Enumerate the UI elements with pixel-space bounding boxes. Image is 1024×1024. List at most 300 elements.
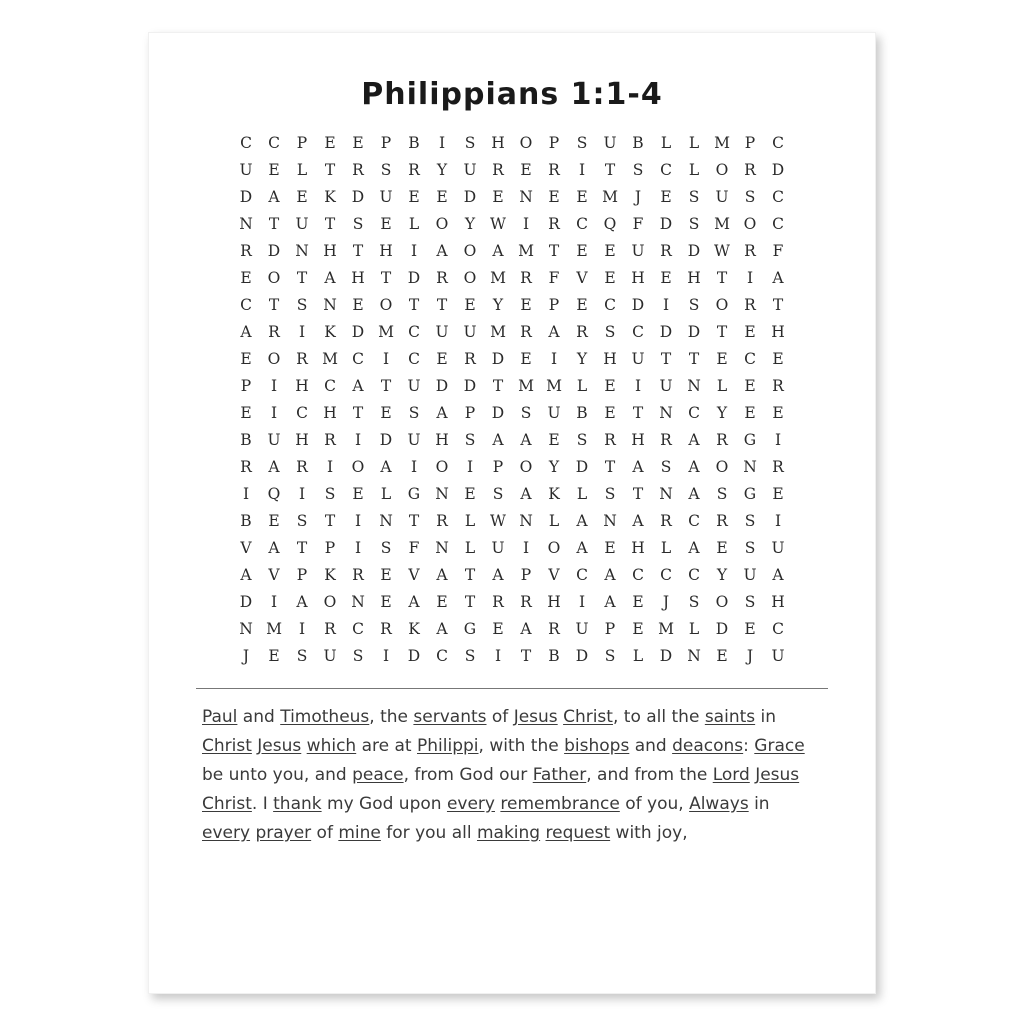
grid-cell: T — [324, 511, 336, 530]
grid-cell: C — [688, 511, 700, 530]
grid-cell: E — [352, 133, 364, 152]
grid-cell: R — [492, 160, 504, 179]
grid-cell: E — [380, 214, 392, 233]
grid-cell: E — [744, 376, 756, 395]
passage-keyword: Jesus — [755, 765, 800, 785]
grid-cell: A — [408, 592, 420, 611]
grid-cell: R — [772, 376, 784, 395]
grid-cell: K — [324, 187, 336, 206]
grid-cell: H — [631, 538, 645, 557]
passage-text: . I — [251, 794, 274, 814]
grid-row — [232, 508, 792, 535]
grid-cell: N — [659, 484, 673, 503]
grid-row — [232, 184, 792, 211]
grid-cell: H — [771, 322, 785, 341]
grid-cell: S — [688, 187, 700, 206]
grid-cell: I — [466, 457, 474, 476]
passage-keyword: Christ — [202, 794, 252, 814]
grid-cell: V — [240, 538, 252, 557]
grid-cell: L — [408, 214, 420, 233]
passage-keyword: Grace — [754, 736, 805, 756]
passage-keyword: saints — [704, 707, 756, 727]
grid-cell: U — [575, 619, 589, 638]
grid-cell: S — [688, 592, 700, 611]
grid-cell: I — [326, 457, 334, 476]
grid-cell: A — [436, 619, 448, 638]
grid-cell: L — [632, 646, 644, 665]
grid-cell: U — [295, 214, 309, 233]
grid-cell: D — [687, 241, 701, 260]
grid-cell: L — [548, 511, 560, 530]
grid-cell: I — [382, 349, 390, 368]
grid-cell: E — [268, 511, 280, 530]
grid-cell: C — [660, 160, 672, 179]
grid-cell: T — [548, 241, 560, 260]
grid-cell: K — [548, 484, 560, 503]
grid-cell: I — [494, 646, 502, 665]
passage-text: and — [629, 736, 673, 756]
grid-cell: U — [743, 565, 757, 584]
grid-cell: A — [436, 241, 448, 260]
grid-cell: H — [351, 268, 365, 287]
grid-cell: E — [240, 349, 252, 368]
grid-cell: N — [603, 511, 617, 530]
grid-cell: R — [352, 160, 364, 179]
grid-cell: D — [407, 646, 421, 665]
grid-cell: A — [380, 457, 392, 476]
grid-cell: H — [323, 241, 337, 260]
grid-cell: N — [323, 295, 337, 314]
grid-cell: U — [239, 160, 253, 179]
grid-cell: C — [240, 295, 252, 314]
passage-keyword: Christ — [563, 707, 613, 727]
grid-cell: P — [548, 133, 560, 152]
grid-cell: R — [464, 349, 476, 368]
grid-cell: E — [548, 187, 560, 206]
passage-keyword: deacons — [672, 736, 744, 756]
grid-row — [232, 238, 792, 265]
grid-cell: S — [464, 430, 476, 449]
grid-cell: B — [632, 133, 644, 152]
grid-cell: Y — [548, 457, 560, 476]
grid-cell: S — [716, 484, 728, 503]
grid-cell: A — [492, 430, 504, 449]
grid-cell: P — [380, 133, 392, 152]
grid-cell: L — [660, 133, 672, 152]
grid-row — [232, 157, 792, 184]
grid-cell: K — [408, 619, 420, 638]
grid-row — [232, 265, 792, 292]
grid-cell: C — [604, 295, 616, 314]
grid-cell: A — [688, 430, 700, 449]
passage-text: : — [743, 736, 755, 756]
grid-cell: T — [772, 295, 784, 314]
grid-cell: M — [714, 133, 730, 152]
grid-cell: A — [268, 457, 280, 476]
grid-cell: I — [242, 484, 250, 503]
grid-cell: S — [408, 403, 420, 422]
grid-cell: I — [578, 592, 586, 611]
grid-cell: U — [379, 187, 393, 206]
grid-cell: E — [604, 538, 616, 557]
grid-cell: N — [519, 511, 533, 530]
worksheet-page — [148, 32, 876, 994]
grid-cell: E — [464, 295, 476, 314]
grid-cell: F — [408, 538, 420, 557]
grid-cell: J — [662, 592, 670, 611]
grid-cell: H — [435, 430, 449, 449]
grid-row — [232, 427, 792, 454]
grid-cell: B — [240, 430, 252, 449]
grid-cell: R — [548, 619, 560, 638]
grid-cell: D — [575, 646, 589, 665]
grid-cell: I — [522, 538, 530, 557]
grid-cell: C — [772, 133, 784, 152]
grid-cell: D — [659, 646, 673, 665]
grid-cell: L — [688, 133, 700, 152]
grid-cell: B — [408, 133, 420, 152]
grid-row — [232, 643, 792, 670]
grid-cell: C — [576, 565, 588, 584]
grid-cell: S — [744, 511, 756, 530]
grid-cell: V — [576, 268, 588, 287]
grid-cell: U — [659, 376, 673, 395]
grid-cell: E — [772, 484, 784, 503]
passage-text: , and from the — [586, 765, 713, 785]
grid-cell: L — [380, 484, 392, 503]
grid-row — [232, 292, 792, 319]
grid-cell: O — [743, 214, 757, 233]
grid-row — [232, 130, 792, 157]
grid-cell: T — [688, 349, 700, 368]
grid-cell: H — [491, 133, 505, 152]
grid-cell: G — [743, 484, 757, 503]
passage-text: be unto you, and — [202, 765, 353, 785]
grid-cell: T — [464, 592, 476, 611]
grid-cell: V — [408, 565, 420, 584]
section-divider — [196, 688, 828, 689]
grid-cell: M — [518, 241, 534, 260]
grid-row — [232, 211, 792, 238]
grid-cell: L — [688, 619, 700, 638]
grid-cell: I — [270, 592, 278, 611]
grid-cell: D — [239, 187, 253, 206]
grid-cell: I — [270, 376, 278, 395]
grid-cell: A — [268, 538, 280, 557]
grid-cell: D — [463, 376, 477, 395]
passage-text: of — [486, 707, 514, 727]
grid-cell: A — [352, 376, 364, 395]
passage-text: in — [748, 794, 770, 814]
grid-cell: P — [604, 619, 616, 638]
grid-cell: E — [716, 349, 728, 368]
grid-cell: C — [352, 349, 364, 368]
grid-cell: E — [548, 430, 560, 449]
grid-cell: R — [744, 295, 756, 314]
passage-keyword: Jesus — [257, 736, 302, 756]
passage-text: with joy, — [610, 823, 688, 843]
grid-cell: U — [771, 538, 785, 557]
grid-cell: L — [296, 160, 308, 179]
grid-cell: C — [408, 349, 420, 368]
grid-cell: C — [436, 646, 448, 665]
grid-cell: Q — [267, 484, 281, 503]
grid-cell: N — [351, 592, 365, 611]
grid-cell: F — [772, 241, 784, 260]
grid-cell: E — [604, 403, 616, 422]
grid-cell: E — [296, 187, 308, 206]
grid-cell: T — [520, 646, 532, 665]
grid-cell: O — [463, 268, 477, 287]
grid-cell: A — [240, 565, 252, 584]
grid-cell: S — [744, 592, 756, 611]
passage-keyword: thank — [273, 794, 322, 814]
grid-cell: O — [519, 457, 533, 476]
grid-cell: S — [352, 646, 364, 665]
grid-cell: M — [658, 619, 674, 638]
grid-cell: O — [715, 592, 729, 611]
passage-text: in — [755, 707, 777, 727]
grid-cell: T — [464, 565, 476, 584]
grid-cell: A — [492, 241, 504, 260]
passage-text: for you all — [380, 823, 477, 843]
grid-cell: C — [772, 619, 784, 638]
grid-cell: P — [492, 457, 504, 476]
grid-cell: A — [632, 457, 644, 476]
grid-cell: U — [491, 538, 505, 557]
grid-cell: W — [490, 511, 506, 530]
grid-cell: M — [490, 268, 506, 287]
grid-cell: S — [352, 214, 364, 233]
grid-cell: S — [632, 160, 644, 179]
grid-cell: Y — [464, 214, 476, 233]
grid-cell: R — [436, 268, 448, 287]
grid-cell: D — [379, 430, 393, 449]
grid-cell: R — [716, 430, 728, 449]
grid-cell: S — [688, 214, 700, 233]
grid-cell: S — [324, 484, 336, 503]
grid-cell: T — [604, 160, 616, 179]
grid-cell: T — [296, 538, 308, 557]
grid-cell: H — [295, 430, 309, 449]
grid-cell: E — [240, 403, 252, 422]
grid-cell: I — [382, 646, 390, 665]
grid-cell: T — [492, 376, 504, 395]
grid-cell: P — [744, 133, 756, 152]
grid-cell: E — [492, 187, 504, 206]
grid-cell: M — [546, 376, 562, 395]
grid-cell: H — [631, 268, 645, 287]
grid-cell: S — [744, 538, 756, 557]
grid-cell: C — [296, 403, 308, 422]
grid-cell: P — [240, 376, 252, 395]
grid-cell: T — [660, 349, 672, 368]
grid-cell: R — [520, 592, 532, 611]
passage-text: of you, — [619, 794, 690, 814]
passage-keyword: peace — [352, 765, 404, 785]
passage-keyword: Christ — [202, 736, 252, 756]
grid-cell: A — [548, 322, 560, 341]
grid-cell: N — [295, 241, 309, 260]
grid-cell: R — [352, 565, 364, 584]
grid-cell: H — [323, 403, 337, 422]
grid-cell: A — [772, 565, 784, 584]
grid-row — [232, 454, 792, 481]
grid-cell: I — [298, 484, 306, 503]
grid-cell: I — [354, 511, 362, 530]
grid-cell: D — [659, 214, 673, 233]
scripture-passage — [202, 703, 822, 848]
grid-cell: I — [634, 376, 642, 395]
grid-cell: V — [548, 565, 560, 584]
grid-cell: E — [520, 349, 532, 368]
grid-cell: R — [744, 160, 756, 179]
grid-cell: R — [492, 592, 504, 611]
passage-keyword: prayer — [255, 823, 312, 843]
grid-cell: M — [322, 349, 338, 368]
grid-cell: E — [772, 349, 784, 368]
grid-cell: T — [716, 268, 728, 287]
grid-cell: R — [660, 511, 672, 530]
passage-keyword: making — [476, 823, 541, 843]
grid-cell: E — [352, 295, 364, 314]
grid-cell: D — [463, 187, 477, 206]
passage-keyword: Jesus — [513, 707, 558, 727]
grid-cell: P — [548, 295, 560, 314]
passage-keyword: which — [306, 736, 357, 756]
grid-cell: L — [464, 511, 476, 530]
grid-cell: I — [746, 268, 754, 287]
grid-cell: A — [520, 430, 532, 449]
grid-cell: D — [407, 268, 421, 287]
grid-cell: T — [324, 214, 336, 233]
grid-cell: E — [660, 268, 672, 287]
grid-cell: Q — [603, 214, 617, 233]
grid-cell: U — [547, 403, 561, 422]
grid-cell: P — [296, 133, 308, 152]
grid-cell: P — [324, 538, 336, 557]
grid-cell: S — [296, 646, 308, 665]
grid-cell: L — [464, 538, 476, 557]
grid-cell: E — [380, 403, 392, 422]
grid-cell: D — [715, 619, 729, 638]
grid-cell: E — [436, 187, 448, 206]
grid-cell: N — [659, 403, 673, 422]
grid-cell: H — [687, 268, 701, 287]
grid-cell: Y — [716, 403, 728, 422]
grid-cell: O — [547, 538, 561, 557]
grid-cell: E — [380, 565, 392, 584]
grid-cell: H — [379, 241, 393, 260]
grid-cell: U — [715, 187, 729, 206]
grid-cell: S — [576, 430, 588, 449]
grid-cell: C — [268, 133, 280, 152]
passage-keyword: remembrance — [500, 794, 620, 814]
grid-cell: E — [520, 295, 532, 314]
grid-cell: C — [632, 322, 644, 341]
grid-cell: U — [323, 646, 337, 665]
grid-cell: T — [632, 403, 644, 422]
grid-cell: U — [407, 376, 421, 395]
grid-row — [232, 346, 792, 373]
grid-cell: I — [522, 214, 530, 233]
grid-cell: U — [771, 646, 785, 665]
passage-keyword: Paul — [202, 707, 238, 727]
grid-cell: A — [688, 538, 700, 557]
grid-cell: A — [688, 484, 700, 503]
grid-cell: A — [520, 484, 532, 503]
grid-cell: H — [631, 430, 645, 449]
grid-cell: N — [435, 484, 449, 503]
passage-keyword: bishops — [564, 736, 630, 756]
grid-cell: E — [716, 538, 728, 557]
grid-cell: I — [774, 430, 782, 449]
grid-cell: R — [268, 322, 280, 341]
passage-text: , to all the — [612, 707, 705, 727]
grid-cell: I — [662, 295, 670, 314]
grid-cell: D — [491, 349, 505, 368]
grid-row — [232, 319, 792, 346]
grid-cell: A — [324, 268, 336, 287]
grid-cell: I — [774, 511, 782, 530]
grid-cell: R — [520, 322, 532, 341]
grid-cell: L — [688, 160, 700, 179]
grid-cell: T — [352, 403, 364, 422]
grid-cell: M — [518, 376, 534, 395]
grid-cell: U — [603, 133, 617, 152]
passage-text: , the — [369, 707, 414, 727]
grid-cell: R — [240, 457, 252, 476]
grid-row — [232, 535, 792, 562]
grid-cell: S — [296, 511, 308, 530]
grid-cell: S — [464, 133, 476, 152]
grid-cell: C — [576, 214, 588, 233]
grid-cell: P — [296, 565, 308, 584]
grid-cell: C — [688, 565, 700, 584]
grid-cell: C — [408, 322, 420, 341]
grid-cell: E — [268, 646, 280, 665]
grid-cell: E — [576, 187, 588, 206]
grid-cell: E — [576, 241, 588, 260]
page-title: Philippians 1:1-4 — [361, 77, 663, 112]
grid-cell: U — [463, 322, 477, 341]
grid-cell: A — [576, 538, 588, 557]
grid-cell: L — [716, 376, 728, 395]
grid-cell: U — [267, 430, 281, 449]
grid-cell: I — [438, 133, 446, 152]
grid-cell: C — [688, 403, 700, 422]
grid-cell: T — [268, 295, 280, 314]
grid-cell: T — [436, 295, 448, 314]
grid-cell: E — [576, 295, 588, 314]
grid-cell: T — [604, 457, 616, 476]
grid-cell: T — [408, 295, 420, 314]
grid-cell: I — [578, 160, 586, 179]
grid-cell: C — [772, 187, 784, 206]
grid-cell: S — [660, 457, 672, 476]
grid-cell: H — [547, 592, 561, 611]
grid-cell: A — [436, 403, 448, 422]
grid-cell: E — [240, 268, 252, 287]
grid-cell: O — [519, 133, 533, 152]
grid-cell: Y — [576, 349, 588, 368]
grid-cell: E — [436, 592, 448, 611]
grid-cell: N — [743, 457, 757, 476]
grid-cell: K — [324, 322, 336, 341]
grid-cell: I — [354, 430, 362, 449]
grid-cell: Y — [716, 565, 728, 584]
grid-cell: I — [354, 538, 362, 557]
